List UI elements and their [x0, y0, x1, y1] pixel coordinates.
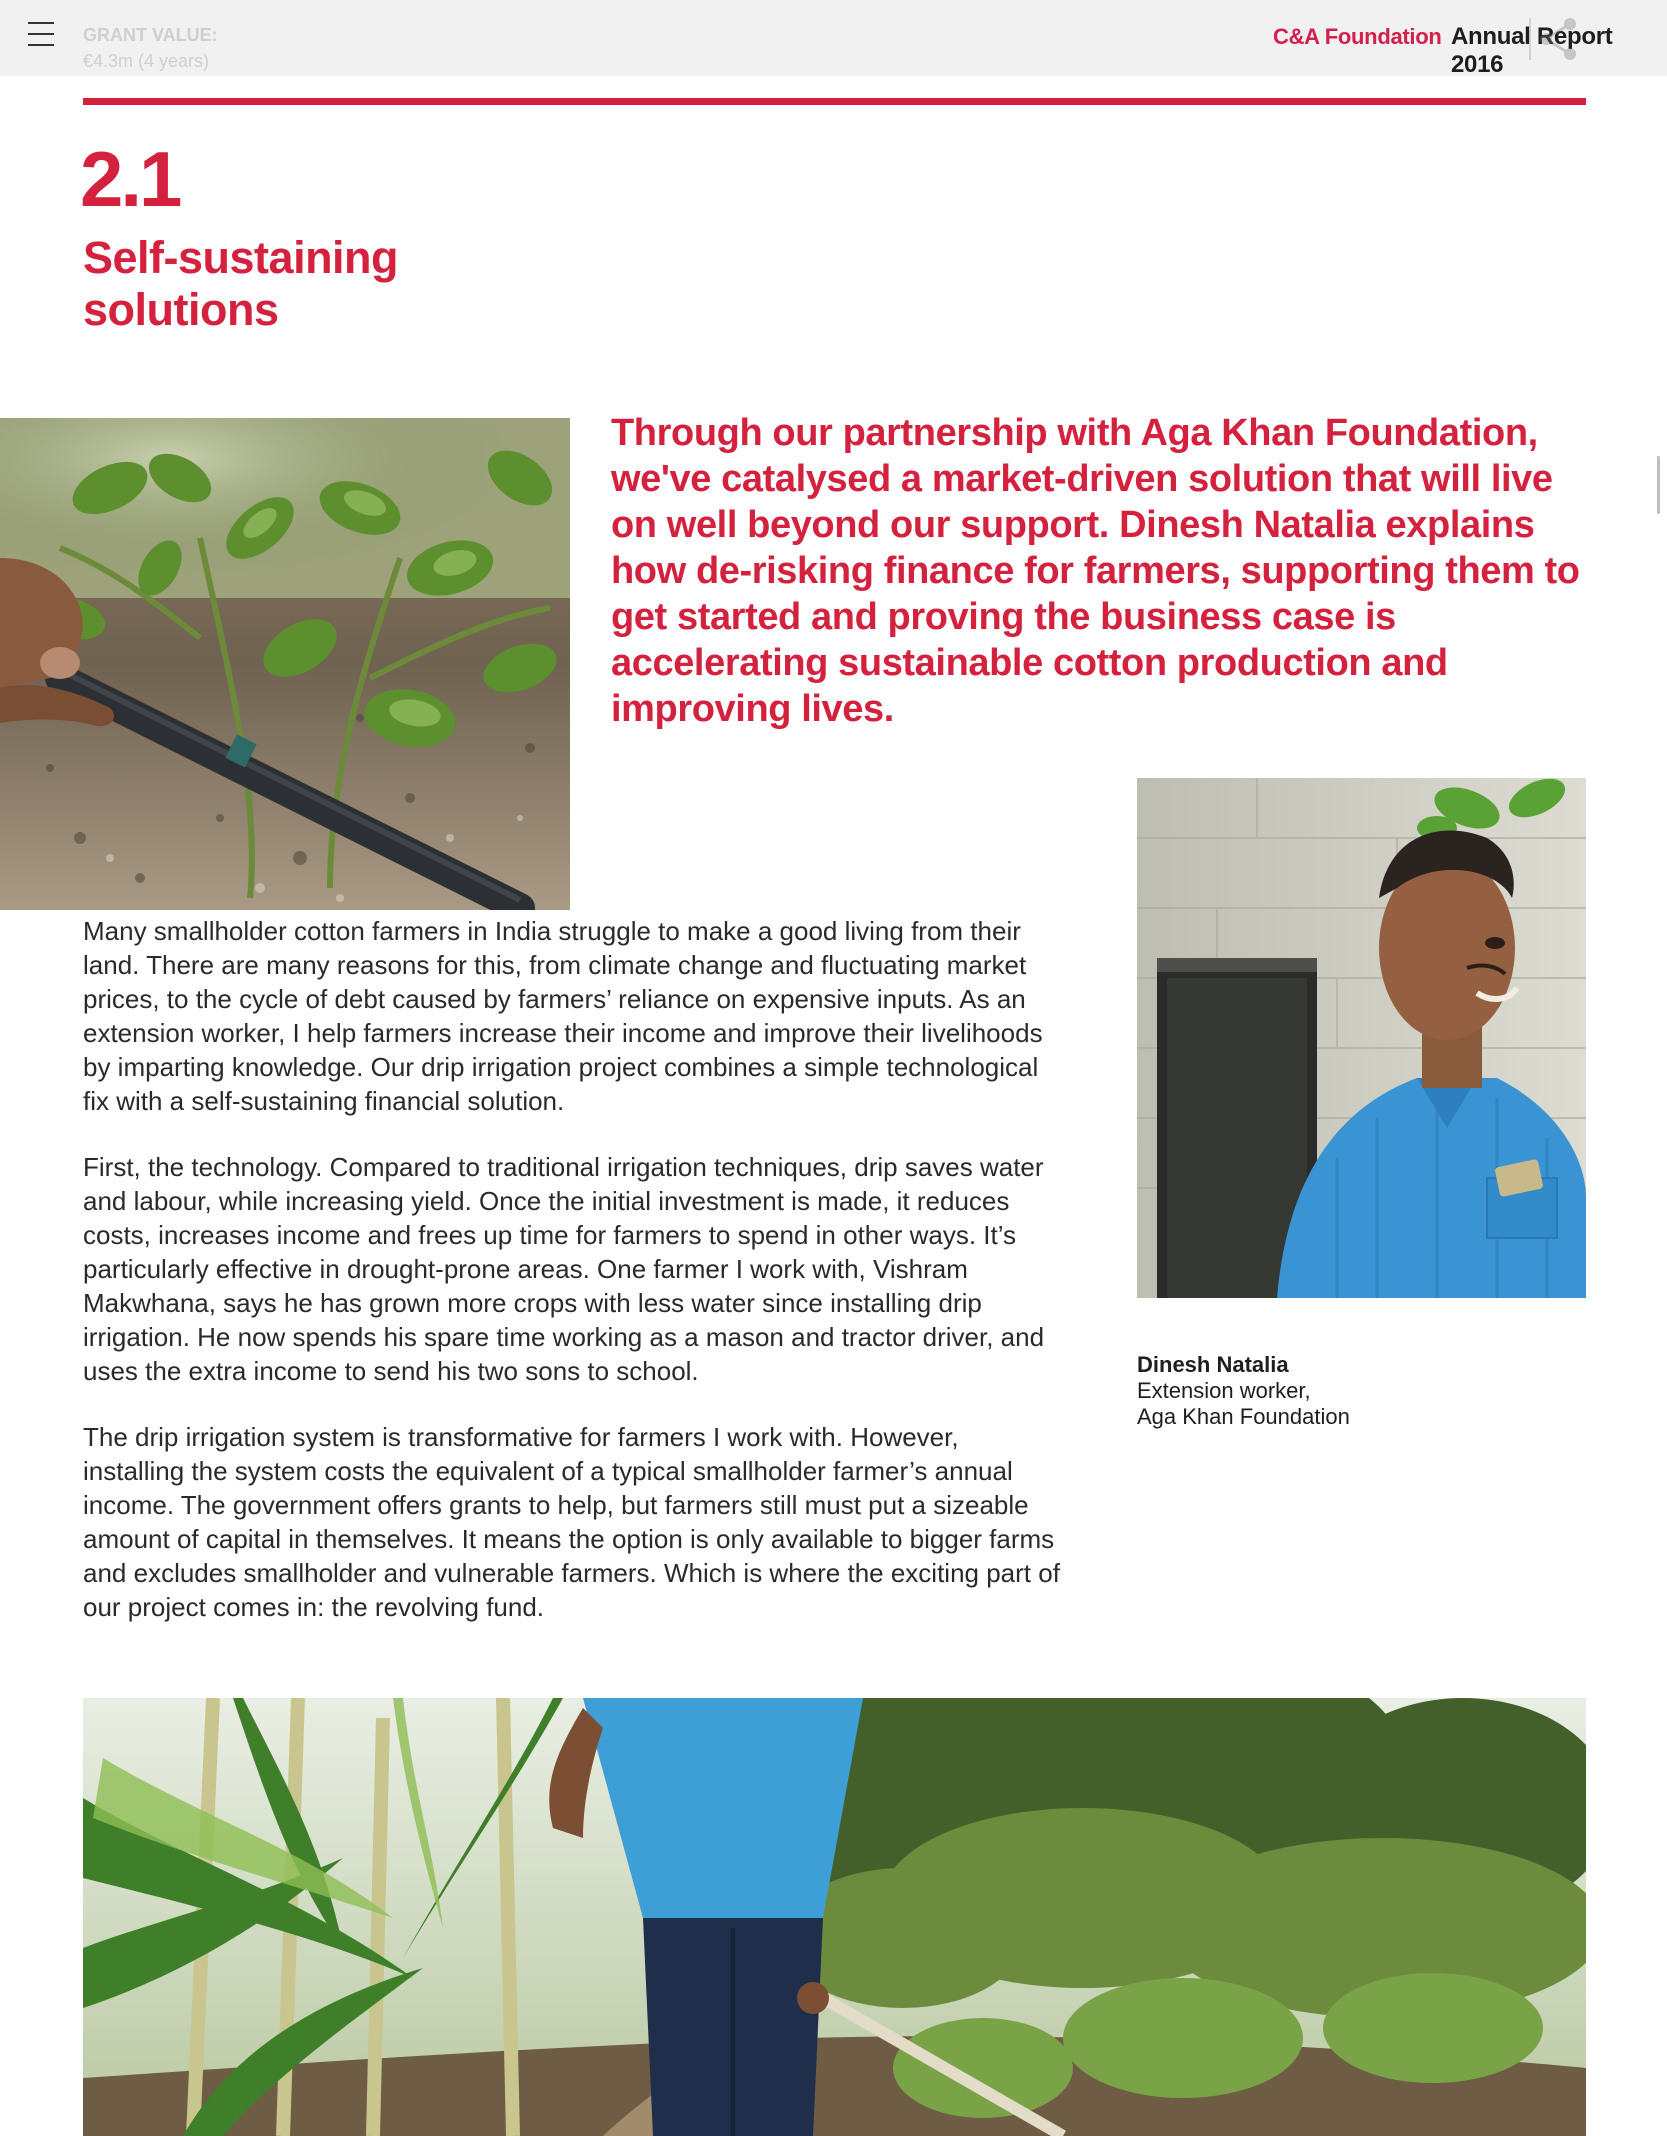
grant-label: GRANT VALUE: [83, 25, 218, 45]
grant-value: €4.3m (4 years) [83, 51, 210, 71]
caption-role: Extension worker, [1137, 1378, 1311, 1403]
caption-org: Aga Khan Foundation [1137, 1404, 1350, 1429]
grant-info [83, 22, 218, 74]
portrait-photo [1137, 778, 1586, 1298]
body-paragraph-1: Many smallholder cotton farmers in India struggle to make a good living from their land. There are many reasons for this, from climate change and fluctuating market prices, to the cycle of debt caused by farmers’ reliance on expensive inputs. As an extension worker, I help farmers increase their income and improve their livelihoods by imparting knowledge. Our drip irrigation project combines a simple technological fix with a self-sustaining financial solution. [83, 916, 1043, 1116]
body-paragraph-2: First, the technology. Compared to traditional irrigation techniques, drip saves water and labour, while increasing yield. Once the initial investment is made, it reduces costs, increases income and frees up time for farmers to spend in other ways. It’s particularly effective in drought-prone areas. One farmer I work with, Vishram Makwhana, says he has grown more crops with less water since installing drip irrigation. He now spends his spare time working as a mason and tractor driver, and uses the extra income to send his two sons to school. [83, 1152, 1045, 1386]
drip-irrigation-photo [0, 418, 570, 910]
section-title-line1: Self-sustaining [83, 232, 399, 283]
scrollbar-thumb[interactable] [1657, 456, 1660, 514]
section-title-line2: solutions [83, 284, 279, 335]
brand-logo[interactable]: C&A Foundation [1273, 24, 1442, 49]
section-number: 2.1 [80, 135, 180, 223]
farmer-field-photo [83, 1698, 1586, 2136]
menu-icon[interactable] [28, 22, 56, 48]
body-paragraph-3: The drip irrigation system is transformative for farmers I work with. However, installing the system costs the equivalent of a typical smallholder farmer’s annual income. The government offers grants to help, but farmers still must put a sizeable amount of capital in themselves. It means the option is only available to bigger farms and excludes smallholder and vulnerable farmers. Which is where the exciting part of our project comes in: the revolving fund. [83, 1422, 1060, 1622]
report-title: Annual Report 2016 [1451, 23, 1613, 78]
top-bar [0, 0, 1667, 76]
portrait-caption [1137, 1352, 1350, 1430]
share-icon[interactable] [1528, 14, 1580, 64]
section-title [83, 232, 543, 336]
section-divider [83, 98, 1586, 105]
caption-name: Dinesh Natalia [1137, 1352, 1289, 1377]
article-body [83, 914, 1063, 1656]
intro-statement: Through our partnership with Aga Khan Foundation, we've catalysed a market-driven solution that will live on well beyond our support. Dinesh Natalia explains how de-risking finance for farmers, supporting them to get started and proving the business case is accelerating sustainable cotton production and improving lives. [611, 412, 1580, 730]
